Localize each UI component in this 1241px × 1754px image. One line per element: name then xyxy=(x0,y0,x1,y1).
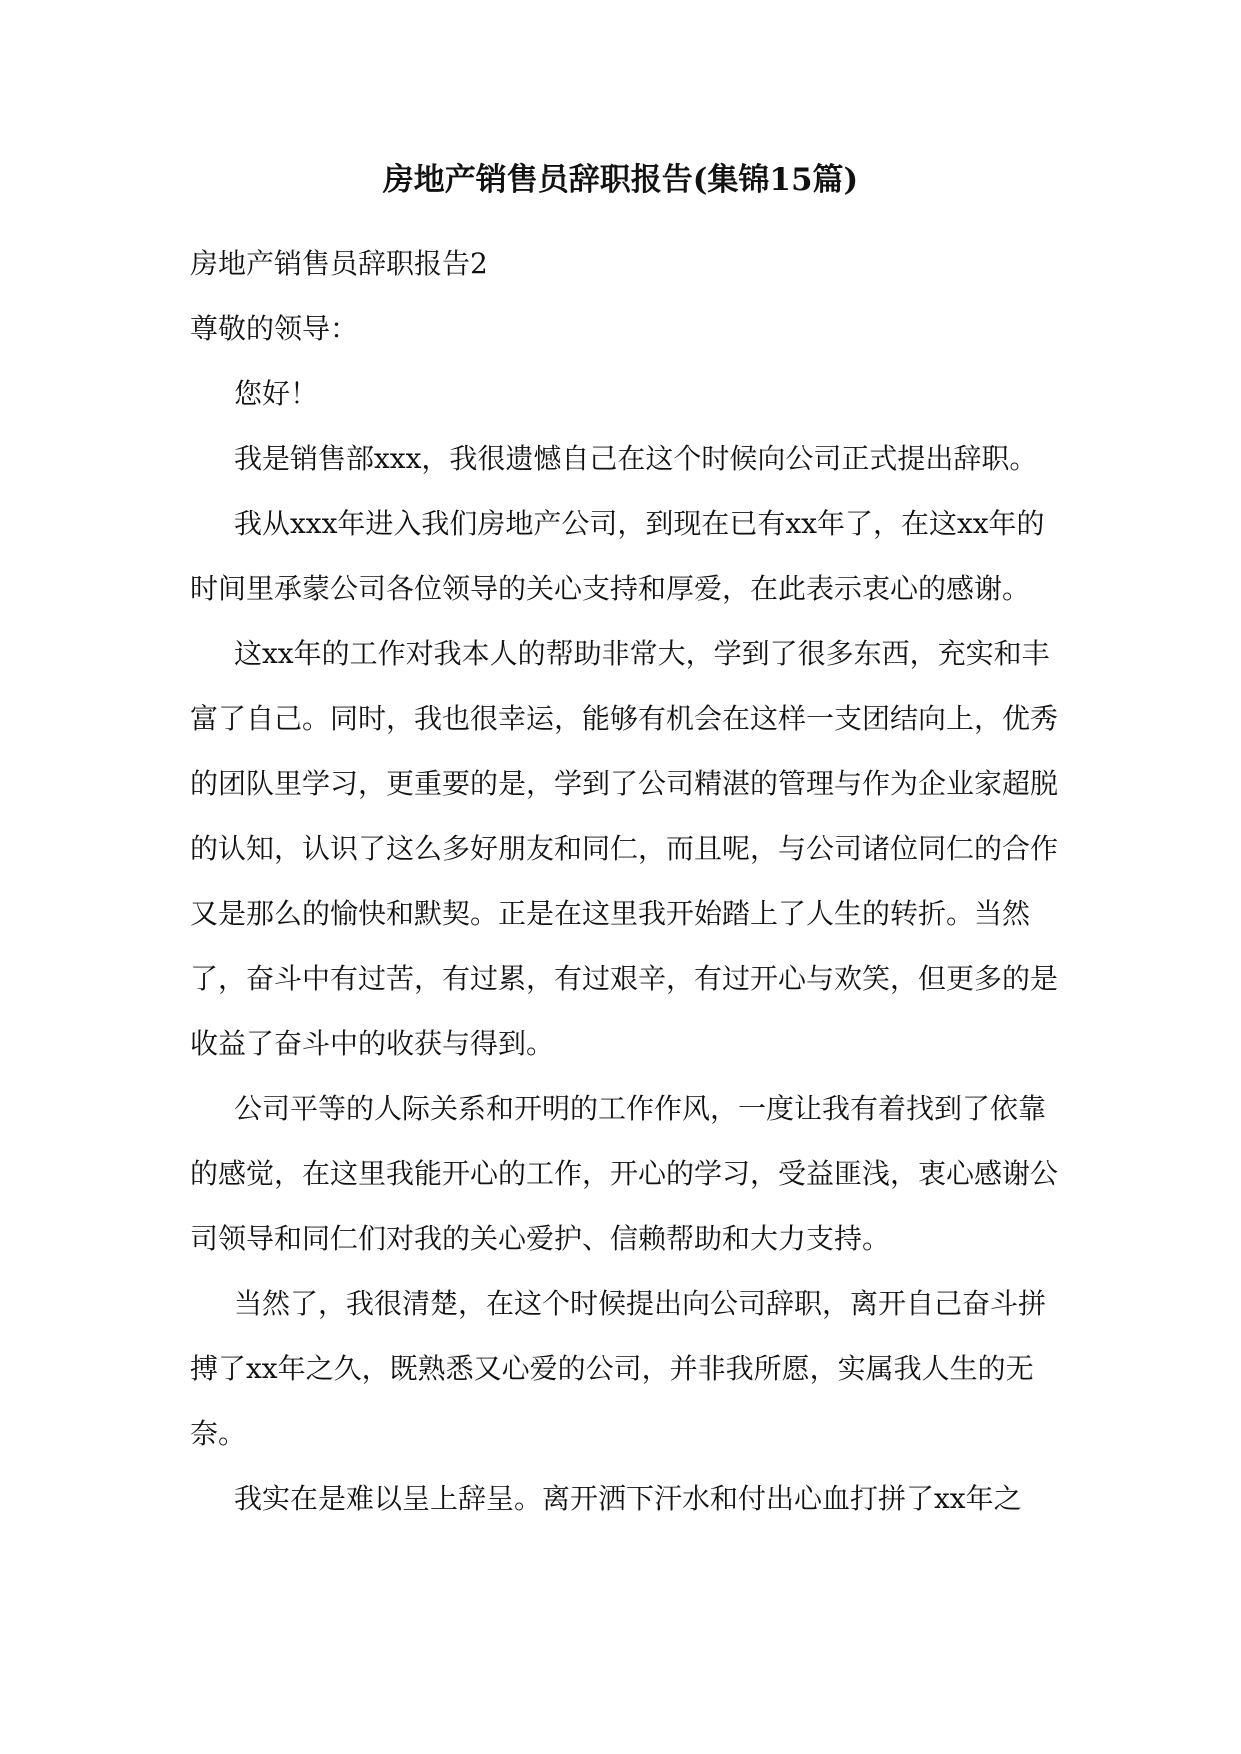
salutation: 尊敬的领导： xyxy=(190,312,359,345)
paragraph: 我是销售部xxx，我很遗憾自己在这个时候向公司正式提出辞职。 xyxy=(234,442,1038,475)
document-title: 房地产销售员辞职报告(集锦15篇) xyxy=(382,162,859,198)
document-body xyxy=(190,231,1070,1531)
paragraph: 我从xxx年进入我们房地产公司，到现在已有xx年了，在这xx年的时间里承蒙公司各位领导的关心支持和厚爱，在此表示衷心的感谢。 xyxy=(190,507,1045,605)
paragraph: 公司平等的人际关系和开明的工作作风，一度让我有着找到了依靠的感觉，在这里我能开心的工作，开心的学习，受益匪浅，衷心感谢公司领导和同仁们对我的关心爱护、信赖帮助和大力支持。 xyxy=(190,1092,1059,1255)
greeting: 您好！ xyxy=(234,377,319,410)
paragraph: 当然了，我很清楚，在这个时候提出向公司辞职，离开自己奋斗拼搏了xx年之久，既熟悉又心爱的公司，并非我所愿，实属我人生的无奈。 xyxy=(190,1287,1047,1450)
paragraph: 这xx年的工作对我本人的帮助非常大，学到了很多东西，充实和丰富了自己。同时，我也很幸运，能够有机会在这样一支团结向上，优秀的团队里学习，更重要的是，学到了公司精湛的管理与作为企业家超脱的认知，认识了这么多好朋友和同仁，而且呢，与公司诸位同仁的合作又是那么的愉快和默契。正是在这里我开始踏上了人生的转折。当然了，奋斗中有过苦，有过累，有过艰辛，有过开心与欢笑，但更多的是收益了奋斗中的收获与得到。 xyxy=(190,637,1059,1060)
paragraph: 我实在是难以呈上辞呈。离开洒下汗水和付出心血打拼了xx年之 xyxy=(234,1482,1022,1515)
document-subtitle: 房地产销售员辞职报告2 xyxy=(190,247,488,280)
